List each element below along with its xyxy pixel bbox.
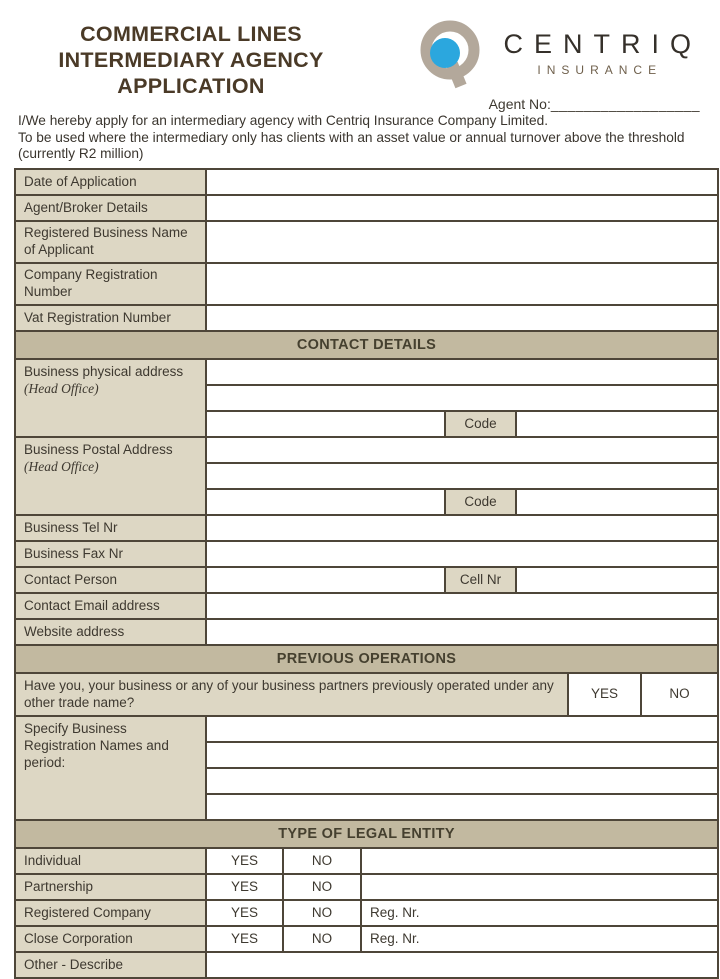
- registered-company-reg-nr-input[interactable]: [361, 900, 718, 926]
- registered-business-name-input[interactable]: [206, 221, 718, 263]
- company-registration-number-input[interactable]: [206, 263, 718, 305]
- vat-registration-number-label: Vat Registration Number: [15, 305, 206, 331]
- individual-no-option[interactable]: NO: [283, 848, 361, 874]
- partnership-extra-input[interactable]: [361, 874, 718, 900]
- previous-operations-no-option[interactable]: NO: [641, 673, 718, 716]
- intro-text: [18, 113, 696, 163]
- contact-person-label: Contact Person: [15, 567, 206, 593]
- physical-address-code-input[interactable]: [516, 411, 718, 437]
- page-title: [26, 22, 356, 99]
- postal-address-line-3-input[interactable]: [206, 489, 445, 515]
- close-corporation-reg-nr-input[interactable]: [361, 926, 718, 952]
- section-contact-details: CONTACT DETAILS: [15, 331, 718, 359]
- company-registration-number-label: Company Registration Number: [15, 263, 206, 305]
- business-tel-input[interactable]: [206, 515, 718, 541]
- registered-business-name-label: Registered Business Name of Applicant: [15, 221, 206, 263]
- registered-company-label: Registered Company: [15, 900, 206, 926]
- other-describe-input[interactable]: [206, 952, 718, 978]
- agent-broker-details-label: Agent/Broker Details: [15, 195, 206, 221]
- specify-business-line-4-input[interactable]: [206, 794, 718, 820]
- postal-address-label: Business Postal Address (Head Office): [15, 437, 206, 515]
- postal-address-line-1-input[interactable]: [206, 437, 718, 463]
- physical-address-label: Business physical address (Head Office): [15, 359, 206, 437]
- partnership-yes-option[interactable]: YES: [206, 874, 283, 900]
- website-input[interactable]: [206, 619, 718, 645]
- reg-nr-label: Reg. Nr.: [370, 930, 420, 946]
- individual-yes-option[interactable]: YES: [206, 848, 283, 874]
- date-of-application-input[interactable]: [206, 169, 718, 195]
- vat-registration-number-input[interactable]: [206, 305, 718, 331]
- head-office-note: (Head Office): [24, 380, 99, 396]
- website-label: Website address: [15, 619, 206, 645]
- agent-no-input[interactable]: __________________: [550, 96, 700, 112]
- intro-line-1: I/We hereby apply for an intermediary agency with Centriq Insurance Company Limited.: [18, 113, 549, 128]
- logo-text: [498, 29, 703, 83]
- business-tel-label: Business Tel Nr: [15, 515, 206, 541]
- section-type-of-legal-entity: TYPE OF LEGAL ENTITY: [15, 820, 718, 848]
- cell-nr-label: Cell Nr: [445, 567, 516, 593]
- close-corporation-label: Close Corporation: [15, 926, 206, 952]
- close-corporation-yes-option[interactable]: YES: [206, 926, 283, 952]
- title-line-1: COMMERCIAL LINES: [80, 22, 302, 46]
- partnership-no-option[interactable]: NO: [283, 874, 361, 900]
- physical-address-code-label: Code: [445, 411, 516, 437]
- section-previous-operations: PREVIOUS OPERATIONS: [15, 645, 718, 673]
- reg-nr-label: Reg. Nr.: [370, 904, 420, 920]
- other-describe-label: Other - Describe: [15, 952, 206, 978]
- date-of-application-label: Date of Application: [15, 169, 206, 195]
- postal-address-code-label: Code: [445, 489, 516, 515]
- physical-address-line-3-input[interactable]: [206, 411, 445, 437]
- postal-address-code-input[interactable]: [516, 489, 718, 515]
- agent-broker-details-input[interactable]: [206, 195, 718, 221]
- specify-business-line-1-input[interactable]: [206, 716, 718, 742]
- previous-operations-yes-option[interactable]: YES: [568, 673, 641, 716]
- contact-email-label: Contact Email address: [15, 593, 206, 619]
- brand-name: CENTRIQ: [503, 29, 702, 59]
- cell-nr-input[interactable]: [516, 567, 718, 593]
- physical-address-line-2-input[interactable]: [206, 385, 718, 411]
- specify-business-line-3-input[interactable]: [206, 768, 718, 794]
- agent-no-field: [489, 96, 700, 112]
- individual-label: Individual: [15, 848, 206, 874]
- form-header: [0, 0, 720, 112]
- close-corporation-no-option[interactable]: NO: [283, 926, 361, 952]
- registered-company-yes-option[interactable]: YES: [206, 900, 283, 926]
- physical-address-line-1-input[interactable]: [206, 359, 718, 385]
- contact-email-input[interactable]: [206, 593, 718, 619]
- intro-line-2: To be used where the intermediary only has clients with an asset value or annual turnover above the threshold (currently R2 million): [18, 129, 685, 162]
- partnership-label: Partnership: [15, 874, 206, 900]
- title-line-3: APPLICATION: [117, 73, 265, 98]
- specify-business-line-2-input[interactable]: [206, 742, 718, 768]
- centriq-q-logo-icon: [414, 16, 490, 96]
- business-fax-input[interactable]: [206, 541, 718, 567]
- business-fax-label: Business Fax Nr: [15, 541, 206, 567]
- brand-subtitle: INSURANCE: [537, 63, 663, 77]
- previous-operations-question: Have you, your business or any of your business partners previously operated under any other trade name?: [15, 673, 568, 716]
- agent-no-label: Agent No:: [488, 96, 551, 112]
- head-office-note: (Head Office): [24, 458, 99, 474]
- application-form-table: [14, 168, 719, 979]
- registered-company-no-option[interactable]: NO: [283, 900, 361, 926]
- postal-address-line-2-input[interactable]: [206, 463, 718, 489]
- logo-block: [356, 16, 704, 112]
- title-line-2: INTERMEDIARY AGENCY: [58, 47, 324, 72]
- contact-person-input[interactable]: [206, 567, 445, 593]
- individual-extra-input[interactable]: [361, 848, 718, 874]
- specify-business-label: Specify Business Registration Names and period:: [15, 716, 206, 820]
